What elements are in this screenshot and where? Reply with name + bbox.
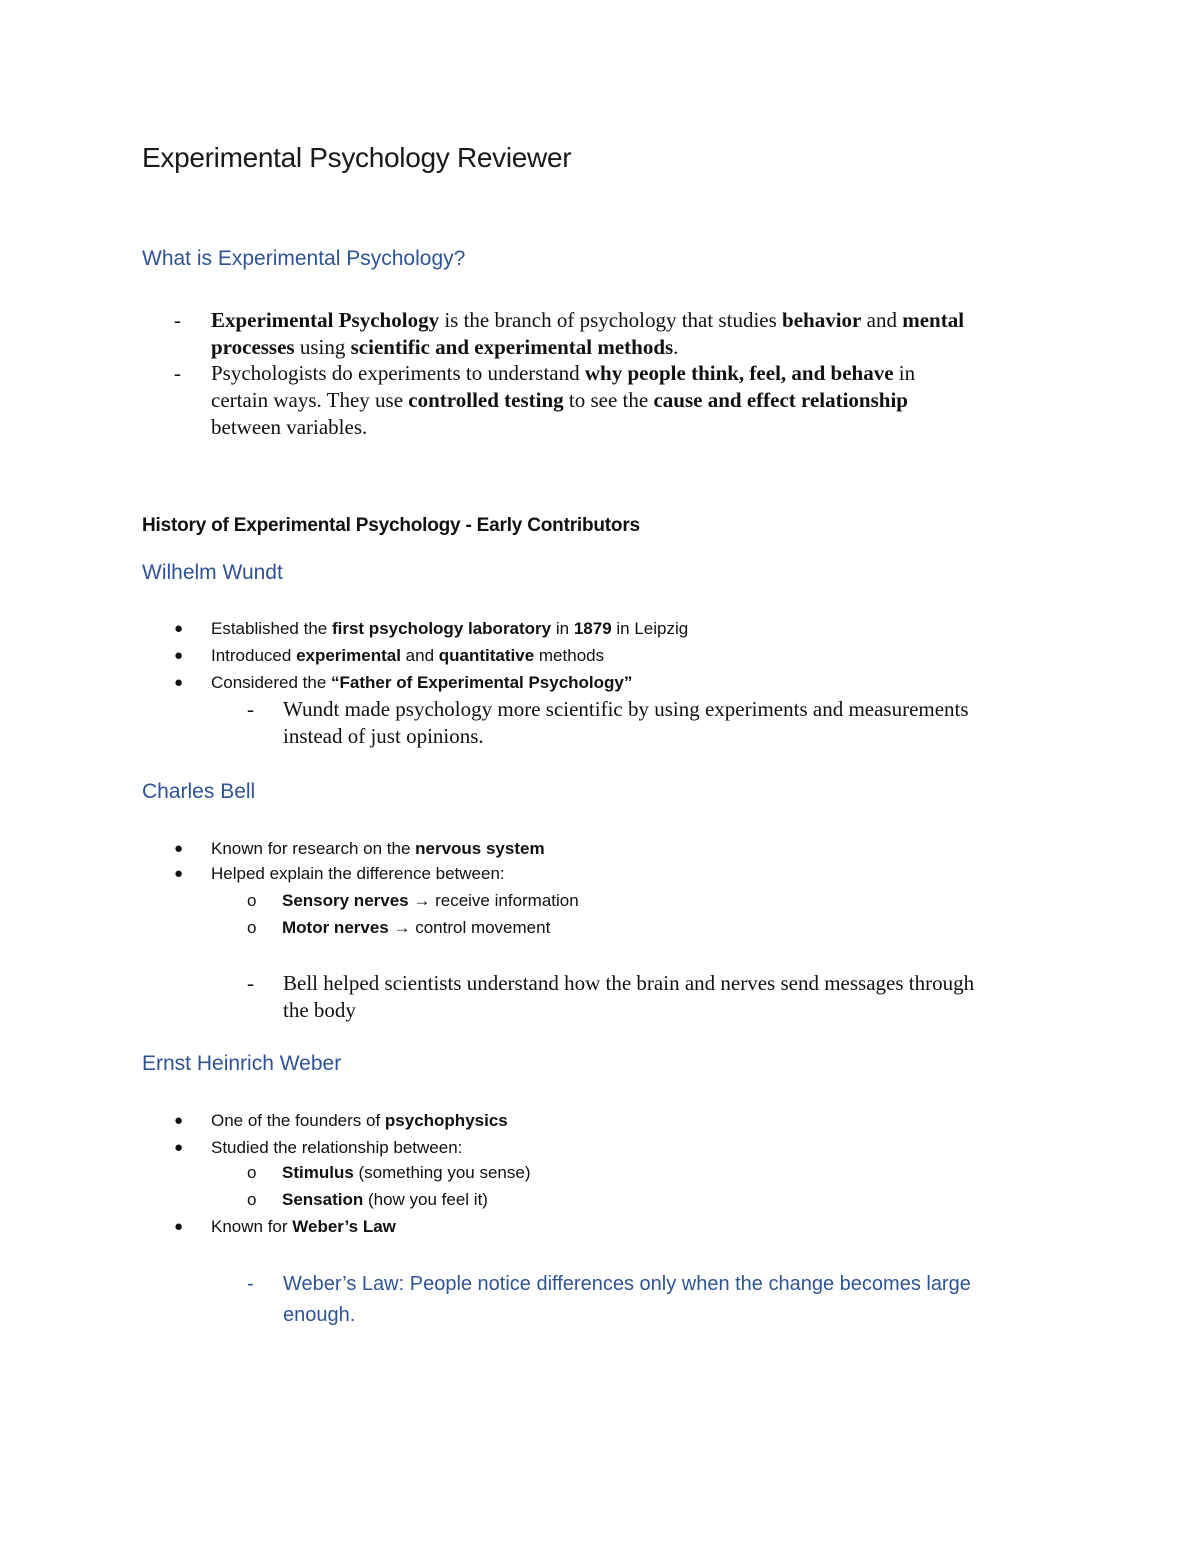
law-line: Weber’s Law: People notice differences only when the change becomes large	[283, 1273, 971, 1295]
bullet-text	[211, 863, 505, 885]
bold-run: processes	[211, 335, 295, 359]
text-run: certain ways. They use	[211, 388, 409, 412]
definition-line	[211, 307, 1071, 334]
bold-run: “Father of Experimental Psychology”	[331, 673, 633, 692]
bold-run: 1879	[573, 619, 612, 638]
definition-line	[211, 414, 1071, 441]
bold-run: experimental	[296, 646, 401, 665]
bold-run: Weber’s Law	[292, 1217, 396, 1236]
text-run: using	[294, 335, 351, 359]
sub-bullet-icon: o	[247, 1163, 257, 1182]
sub-bullet-text	[282, 917, 550, 939]
bullet-icon: ●	[174, 620, 184, 637]
dash-marker: -	[247, 697, 254, 721]
bold-run: quantitative	[438, 646, 535, 665]
bold-run: why people think, feel, and behave	[584, 361, 894, 385]
bold-run: Stimulus	[282, 1163, 354, 1182]
text-run: in Leipzig	[611, 619, 689, 638]
dash-marker: -	[174, 308, 181, 332]
sub-bullet-icon: o	[247, 1190, 257, 1209]
definition-line	[211, 360, 1071, 387]
sub-bullet-icon: o	[247, 891, 257, 910]
history-heading: History of Experimental Psychology - Early Contributors	[142, 515, 640, 536]
text-run: → receive information	[408, 891, 579, 910]
bullet-icon: ●	[174, 865, 184, 882]
text-run: between variables.	[211, 415, 368, 439]
bullet-text	[211, 645, 604, 667]
note-line: Bell helped scientists understand how the brain and nerves send messages through	[283, 971, 975, 995]
contributor-heading-bell: Charles Bell	[142, 780, 256, 803]
section-heading-what-is: What is Experimental Psychology?	[142, 247, 466, 270]
bold-run: Sensation	[282, 1190, 364, 1209]
text-run: Considered the	[211, 673, 332, 692]
bullet-icon: ●	[174, 647, 184, 664]
bold-run: first psychology laboratory	[331, 619, 552, 638]
sub-bullet-text	[282, 1189, 488, 1211]
text-run: → control movement	[388, 918, 551, 937]
bullet-text	[211, 1137, 462, 1159]
bullet-icon: ●	[174, 1139, 184, 1156]
text-run: is the branch of psychology that studies	[439, 308, 783, 332]
dash-marker: -	[174, 361, 181, 385]
text-run: and	[861, 308, 903, 332]
bold-run: cause and effect relationship	[653, 388, 908, 412]
bold-run: behavior	[782, 308, 862, 332]
text-run: (how you feel it)	[363, 1190, 488, 1209]
bullet-text	[211, 838, 545, 860]
bold-run: Motor nerves	[282, 918, 389, 937]
bullet-text	[211, 1216, 396, 1238]
text-run: methods	[534, 646, 605, 665]
text-run: Established the	[211, 619, 332, 638]
bold-run: nervous system	[415, 839, 545, 858]
text-run: Studied the relationship between:	[211, 1138, 463, 1157]
bullet-text	[211, 672, 632, 694]
sub-bullet-icon: o	[247, 918, 257, 937]
text-run: (something you sense)	[353, 1163, 531, 1182]
bullet-icon: ●	[174, 1218, 184, 1235]
text-run: Psychologists do experiments to understand	[211, 361, 585, 385]
text-run: .	[673, 335, 679, 359]
bold-run: psychophysics	[384, 1111, 508, 1130]
text-run: in	[551, 619, 574, 638]
contributor-heading-weber: Ernst Heinrich Weber	[142, 1052, 342, 1075]
bold-run: mental	[902, 308, 965, 332]
bullet-text	[211, 618, 688, 640]
text-run: Introduced	[211, 646, 297, 665]
sub-bullet-text	[282, 1162, 531, 1184]
text-run: Known for research on the	[211, 839, 416, 858]
law-line: enough.	[283, 1304, 356, 1326]
bullet-text	[211, 1110, 508, 1132]
bold-run: controlled testing	[408, 388, 564, 412]
bullet-icon: ●	[174, 674, 184, 691]
bullet-icon: ●	[174, 840, 184, 857]
dash-marker: -	[247, 971, 254, 995]
note-line: the body	[283, 998, 356, 1022]
text-run: One of the founders of	[211, 1111, 385, 1130]
text-run: in	[893, 361, 916, 385]
text-run: Helped explain the difference between:	[211, 864, 505, 883]
bold-run: scientific and experimental methods	[350, 335, 674, 359]
note-line: Wundt made psychology more scientific by using experiments and measurements	[283, 697, 969, 721]
note-line: instead of just opinions.	[283, 724, 484, 748]
contributor-heading-wundt: Wilhelm Wundt	[142, 561, 283, 584]
definition-line	[211, 334, 1071, 361]
text-run: Known for	[211, 1217, 293, 1236]
bold-run: Sensory nerves	[282, 891, 409, 910]
text-run: to see the	[563, 388, 654, 412]
definition-line	[211, 387, 1071, 414]
text-run: and	[400, 646, 439, 665]
bullet-icon: ●	[174, 1112, 184, 1129]
sub-bullet-text	[282, 890, 579, 912]
dash-marker: -	[247, 1273, 254, 1295]
bold-run: Experimental Psychology	[211, 308, 440, 332]
document-title: Experimental Psychology Reviewer	[142, 142, 572, 173]
